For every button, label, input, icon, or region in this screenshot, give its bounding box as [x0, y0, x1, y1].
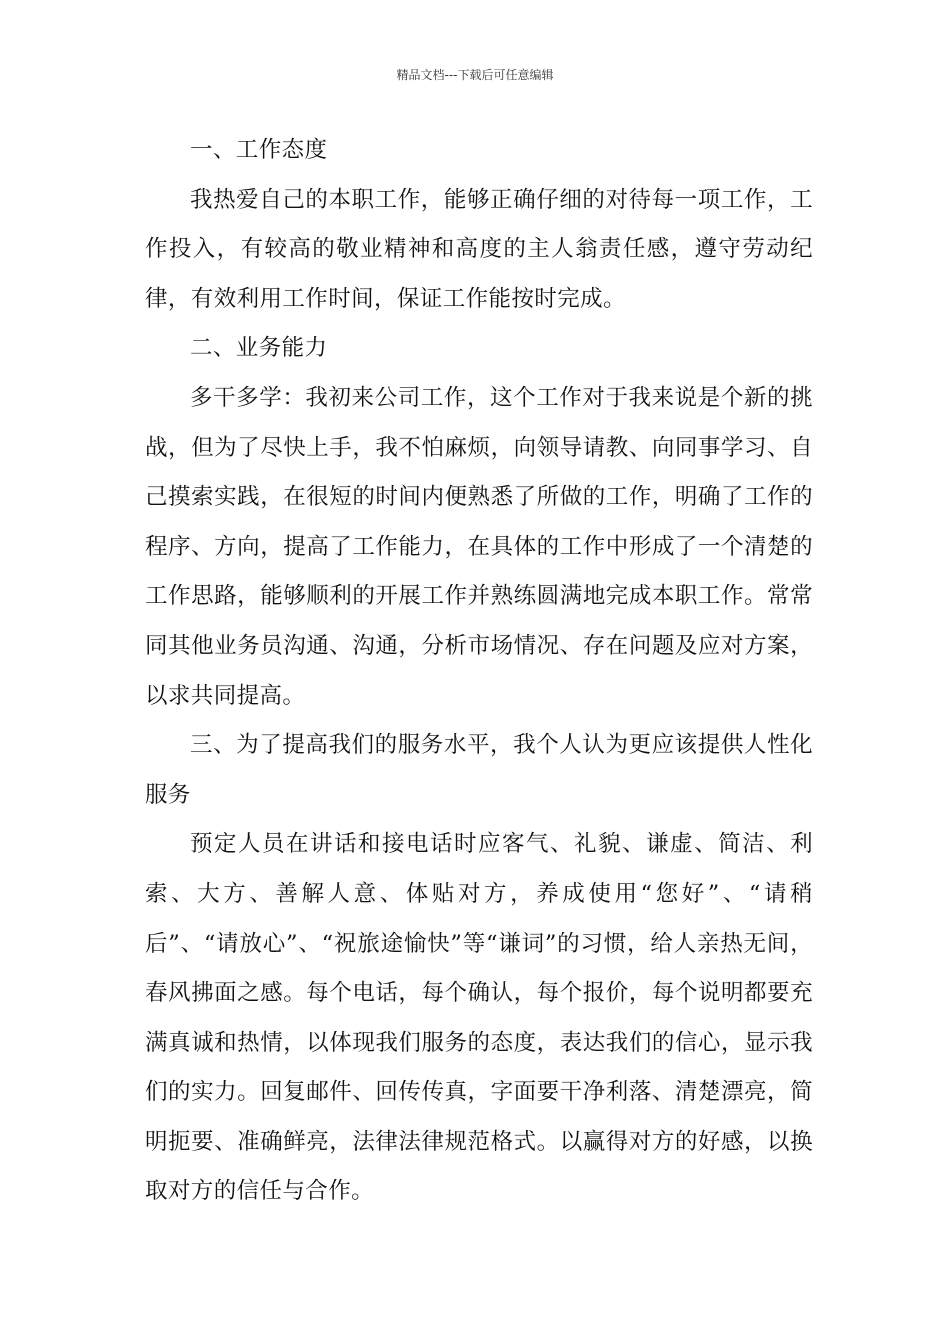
heading-work-attitude: 一、工作态度 [190, 137, 328, 163]
paragraph-service-level: 预定人员在讲话和接电话时应客气、礼貌、谦虚、简洁、利索、大方、善解人意、体贴对方，养成使用“您好”、“请稍后”、“请放心”、“祝旅途愉快”等“谦词”的习惯，给人亲热无间，春风拂面之感。每个电话，每个确认，每个报价，每个说明都要充满真诚和热情，以体现我们服务的态度，表达我们的信心，显示我们的实力。回复邮件、回传传真，字面要干净利落、清楚漂亮，简明扼要、准确鲜亮，法律法律规范格式。以赢得对方的好感，以换取对方的信任与合作。 [145, 831, 813, 1205]
page-header: 精品文档---下载后可任意编辑 [396, 68, 554, 82]
heading-service-level: 三、为了提高我们的服务水平，我个人认为更应该提供人性化服务 [145, 732, 813, 808]
paragraph-work-attitude: 我热爱自己的本职工作，能够正确仔细的对待每一项工作，工作投入，有较高的敬业精神和高度的主人翁责任感，遵守劳动纪律，有效利用工作时间，保证工作能按时完成。 [145, 186, 813, 312]
paragraph-business-ability: 多干多学：我初来公司工作，这个工作对于我来说是个新的挑战，但为了尽快上手，我不怕麻烦，向领导请教、向同事学习、自己摸索实践，在很短的时间内便熟悉了所做的工作，明确了工作的程序、方向，提高了工作能力，在具体的工作中形成了一个清楚的工作思路，能够顺利的开展工作并熟练圆满地完成本职工作。常常同其他业务员沟通、沟通，分析市场情况、存在问题及应对方案，以求共同提高。 [145, 384, 813, 709]
heading-business-ability: 二、业务能力 [190, 335, 328, 362]
document-body [145, 126, 813, 1217]
